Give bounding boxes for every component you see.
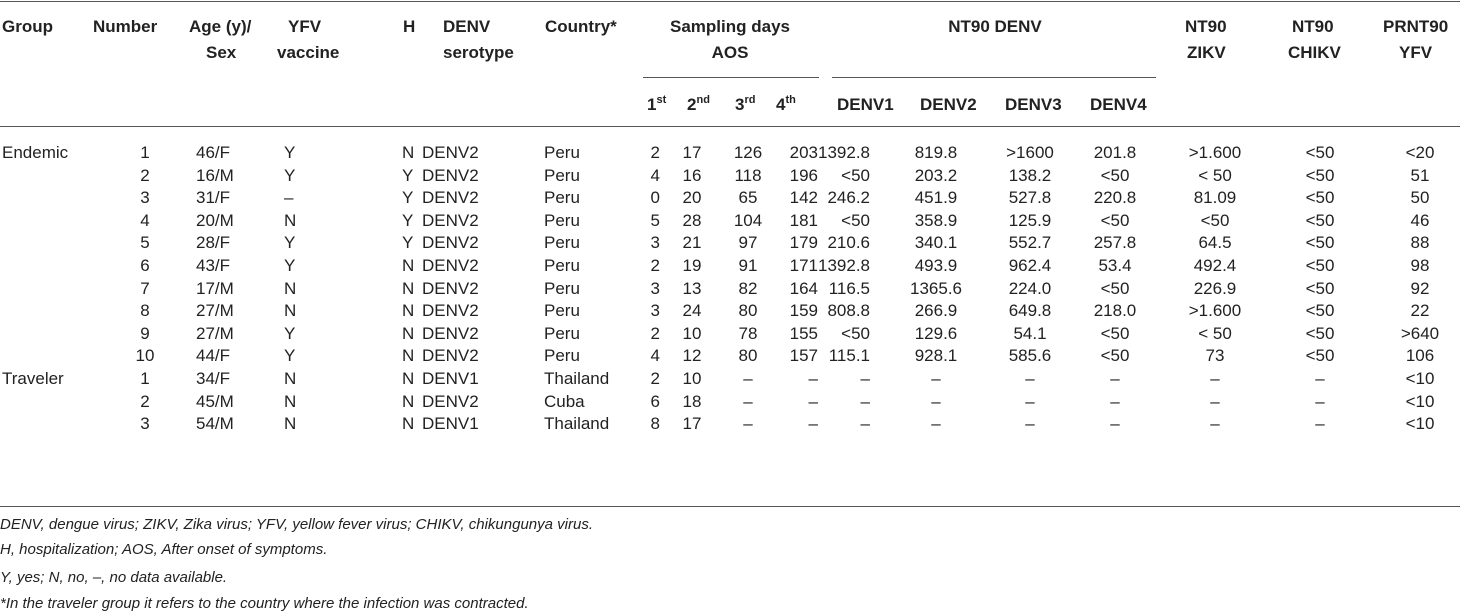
cell-day3: 82	[738, 278, 758, 298]
cell-day3: –	[743, 369, 753, 388]
header-group: Group	[2, 17, 53, 36]
header-age-line2: Sex	[206, 43, 237, 62]
cell-yfv: Y	[284, 323, 296, 343]
cell-day3: –	[743, 414, 753, 434]
cell-yfv: Y	[284, 165, 296, 185]
cell-h: N	[402, 143, 415, 162]
cell-zikv: –	[1210, 369, 1220, 388]
cell-day1: 4	[650, 165, 660, 185]
cell-country: Peru	[544, 233, 580, 253]
cell-serotype: DENV2	[422, 323, 479, 343]
cell-prnt: 106	[1405, 346, 1435, 366]
cell-age-sex: 34/F	[196, 369, 231, 388]
cell-h: N	[402, 256, 415, 275]
cell-denv3: 962.4	[1008, 256, 1052, 275]
cell-day2: 28	[682, 210, 702, 230]
cell-zikv: <50	[1200, 210, 1230, 230]
cell-day1: 8	[650, 414, 660, 434]
header-denv-line1: DENV	[443, 17, 491, 36]
cell-denv1: <50	[841, 165, 870, 185]
cell-age-sex: 46/F	[196, 143, 231, 162]
cell-prnt: 46	[1410, 210, 1430, 230]
header-prnt-line1: PRNT90	[1383, 17, 1449, 36]
cell-number: 10	[135, 346, 155, 366]
cell-serotype: DENV2	[422, 210, 479, 230]
cell-day3: 80	[738, 346, 758, 366]
cell-h: Y	[402, 233, 414, 253]
cell-zikv: –	[1210, 391, 1220, 411]
cell-day1: 4	[650, 346, 660, 366]
cell-prnt: 51	[1410, 165, 1430, 185]
cell-yfv: N	[284, 210, 297, 230]
cell-day3: –	[743, 391, 753, 411]
cell-h: N	[402, 323, 415, 343]
cell-day1: 3	[650, 233, 660, 253]
cell-country: Peru	[544, 165, 580, 185]
cell-serotype: DENV2	[422, 233, 479, 253]
cell-denv2: –	[931, 414, 941, 434]
cell-zikv: < 50	[1198, 323, 1232, 343]
cell-day3: 126	[733, 143, 763, 162]
cell-denv2: 129.6	[914, 323, 958, 343]
cell-age-sex: 28/F	[196, 233, 231, 253]
cell-denv3: 125.9	[1008, 210, 1052, 230]
header-zikv-line2: ZIKV	[1187, 43, 1226, 62]
cell-day2: 10	[682, 369, 702, 388]
cell-denv4: <50	[1100, 165, 1130, 185]
cell-denv1: 246.2	[827, 188, 870, 208]
cell-day3: 118	[734, 165, 762, 185]
cell-country: Peru	[544, 210, 580, 230]
header-h: H	[403, 17, 416, 36]
cell-denv3: 552.7	[1008, 233, 1052, 253]
cell-chikv: <50	[1305, 301, 1335, 321]
cell-country: Thailand	[544, 369, 610, 388]
cell-chikv: <50	[1305, 346, 1335, 366]
cell-denv2: 203.2	[914, 165, 958, 185]
cell-age-sex: 27/M	[196, 323, 234, 343]
cell-denv4: <50	[1100, 346, 1130, 366]
cell-group: Endemic	[2, 143, 69, 162]
cell-denv2: 358.9	[914, 210, 958, 230]
cell-prnt: 22	[1410, 301, 1430, 321]
cell-day4: 159	[789, 301, 818, 321]
header-sampling-line2: AOS	[711, 43, 749, 62]
cell-prnt: <20	[1405, 143, 1435, 162]
cell-number: 6	[140, 256, 150, 275]
sampling-subrule	[643, 77, 819, 78]
cell-denv1: 1392.8	[818, 143, 870, 162]
header-denv3: DENV3	[1005, 95, 1062, 114]
header-nt90-denv: NT90 DENV	[948, 17, 1042, 36]
cell-day4: 171	[789, 256, 818, 275]
cell-yfv: N	[284, 301, 297, 321]
cell-day4: 179	[789, 233, 818, 253]
cell-day3: 97	[738, 233, 758, 253]
cell-day2: 13	[682, 278, 702, 298]
footnote-abbrev-yn: Y, yes; N, no, –, no data available.	[0, 569, 228, 586]
cell-denv4: 220.8	[1093, 188, 1137, 208]
cell-denv2: 819.8	[914, 143, 958, 162]
cell-day4: –	[808, 391, 818, 411]
cell-denv3: 224.0	[1008, 278, 1052, 298]
cell-serotype: DENV2	[422, 143, 479, 162]
cell-day4: 181	[789, 210, 818, 230]
cell-zikv: >1.600	[1188, 143, 1242, 162]
cell-chikv: –	[1315, 391, 1325, 411]
cell-denv2: 1365.6	[910, 278, 962, 298]
header-prnt-line2: YFV	[1399, 43, 1433, 62]
header-denv-line2: serotype	[443, 43, 514, 62]
cell-age-sex: 16/M	[196, 165, 234, 185]
cell-chikv: –	[1315, 369, 1325, 388]
cell-country: Peru	[544, 143, 580, 162]
cell-country: Cuba	[544, 391, 585, 411]
cell-zikv: 64.5	[1198, 233, 1232, 253]
cell-serotype: DENV1	[422, 369, 479, 388]
cell-age-sex: 27/M	[196, 301, 234, 321]
cell-chikv: <50	[1305, 210, 1335, 230]
cell-country: Peru	[544, 188, 580, 208]
cell-prnt: 98	[1410, 256, 1430, 275]
cell-h: Y	[402, 165, 414, 185]
cell-denv3: 527.8	[1008, 188, 1052, 208]
cell-day2: 17	[682, 414, 702, 434]
cell-h: N	[402, 369, 415, 388]
footnote-abbrev-h-aos: H, hospitalization; AOS, After onset of symptoms.	[0, 541, 328, 558]
cell-serotype: DENV1	[422, 414, 479, 434]
header-day-4: 4th	[776, 94, 796, 114]
cell-chikv: <50	[1305, 165, 1335, 185]
cell-day4: 203	[789, 143, 818, 162]
cell-age-sex: 44/F	[196, 346, 231, 366]
cell-country: Peru	[544, 323, 580, 343]
cell-day4: 155	[789, 323, 818, 343]
cell-day2: 21	[682, 233, 702, 253]
cell-chikv: <50	[1305, 278, 1335, 298]
header-chikv-line1: NT90	[1292, 17, 1334, 36]
header-number: Number	[93, 17, 158, 36]
cell-day2: 16	[682, 165, 702, 185]
cell-day1: 3	[650, 301, 660, 321]
cell-denv3: 54.1	[1013, 323, 1047, 343]
cell-denv2: 493.9	[914, 256, 958, 275]
cell-denv4: <50	[1100, 323, 1130, 343]
cell-day4: 142	[789, 188, 818, 208]
header-day-3: 3rd	[735, 94, 756, 114]
cell-denv2: 451.9	[914, 188, 958, 208]
cell-yfv: N	[284, 369, 297, 388]
cell-day2: 17	[682, 143, 702, 162]
header-yfv-line1: YFV	[288, 17, 322, 36]
cell-denv3: –	[1025, 391, 1035, 411]
cell-day3: 65	[738, 188, 758, 208]
cell-yfv: Y	[284, 256, 296, 275]
cell-serotype: DENV2	[422, 301, 479, 321]
cell-yfv: –	[284, 188, 294, 208]
cell-day4: 157	[789, 346, 818, 366]
cell-denv1: –	[860, 369, 870, 388]
cell-denv1: 210.6	[827, 233, 870, 253]
cell-serotype: DENV2	[422, 256, 479, 275]
cell-denv4: <50	[1100, 278, 1130, 298]
cell-day1: 2	[650, 143, 660, 162]
cell-day3: 78	[738, 323, 758, 343]
cell-number: 5	[140, 233, 150, 253]
cell-chikv: –	[1315, 414, 1325, 434]
cell-denv4: 53.4	[1098, 256, 1132, 275]
cell-h: N	[402, 346, 415, 366]
cell-h: N	[402, 278, 415, 298]
cell-age-sex: 45/M	[196, 391, 234, 411]
cell-yfv: Y	[284, 143, 296, 162]
cell-day1: 2	[650, 256, 660, 275]
cell-h: N	[402, 414, 415, 434]
cell-day4: 196	[789, 165, 818, 185]
cell-day3: 80	[738, 301, 758, 321]
cell-day1: 3	[650, 278, 660, 298]
cell-denv4: –	[1110, 414, 1120, 434]
cell-zikv: >1.600	[1188, 301, 1242, 321]
cell-h: Y	[402, 210, 414, 230]
cell-denv2: 340.1	[914, 233, 958, 253]
cell-number: 8	[140, 301, 150, 321]
cell-chikv: <50	[1305, 323, 1335, 343]
cell-age-sex: 54/M	[196, 414, 234, 434]
cell-day3: 91	[738, 256, 758, 275]
cell-chikv: <50	[1305, 188, 1335, 208]
header-age-line1: Age (y)/	[189, 17, 252, 36]
cell-number: 7	[140, 278, 150, 298]
cell-denv1: 808.8	[827, 301, 870, 321]
cell-day1: 0	[650, 188, 660, 208]
cell-denv1: 116.5	[828, 278, 870, 298]
cell-denv1: 115.1	[828, 346, 870, 366]
cell-denv2: 928.1	[914, 346, 958, 366]
cell-denv4: –	[1110, 391, 1120, 411]
header-denv2: DENV2	[920, 95, 977, 114]
cell-zikv: < 50	[1198, 165, 1232, 185]
cell-yfv: Y	[284, 233, 296, 253]
cell-number: 3	[140, 414, 150, 434]
cell-country: Peru	[544, 256, 580, 275]
cell-denv3: 138.2	[1008, 165, 1052, 185]
cell-denv3: >1600	[1006, 143, 1054, 162]
cell-chikv: <50	[1305, 256, 1335, 275]
cell-denv2: –	[931, 369, 941, 388]
cell-day2: 12	[682, 346, 702, 366]
cell-denv3: 585.6	[1008, 346, 1052, 366]
cell-serotype: DENV2	[422, 391, 479, 411]
cell-yfv: Y	[284, 346, 296, 366]
cell-prnt: 50	[1410, 188, 1430, 208]
cell-serotype: DENV2	[422, 188, 479, 208]
cell-zikv: 73	[1205, 346, 1225, 366]
cell-denv1: <50	[841, 210, 870, 230]
cell-denv2: 266.9	[914, 301, 958, 321]
cell-day1: 2	[650, 323, 660, 343]
cell-country: Peru	[544, 346, 580, 366]
cell-denv3: –	[1025, 414, 1035, 434]
cell-serotype: DENV2	[422, 346, 479, 366]
cell-denv4: 257.8	[1093, 233, 1137, 253]
cell-zikv: 226.9	[1193, 278, 1237, 298]
cell-age-sex: 20/M	[196, 210, 234, 230]
cell-day2: 19	[682, 256, 702, 275]
cell-denv3: –	[1025, 369, 1035, 388]
header-chikv-line2: CHIKV	[1288, 43, 1341, 62]
cell-prnt: <10	[1405, 391, 1435, 411]
cell-number: 2	[140, 165, 150, 185]
cell-h: Y	[402, 188, 414, 208]
cell-day3: 104	[733, 210, 763, 230]
cell-number: 1	[140, 143, 150, 162]
header-day-1: 1st	[647, 94, 667, 114]
header-sampling-line1: Sampling days	[670, 17, 790, 36]
cell-age-sex: 43/F	[196, 256, 231, 275]
header-zikv-line1: NT90	[1185, 17, 1227, 36]
cell-serotype: DENV2	[422, 165, 479, 185]
cell-zikv: –	[1210, 414, 1220, 434]
cell-number: 9	[140, 323, 150, 343]
cell-number: 1	[140, 369, 150, 388]
cell-day1: 5	[650, 210, 660, 230]
cell-prnt: 92	[1410, 278, 1430, 298]
cell-day4: –	[808, 369, 818, 388]
cell-country: Thailand	[544, 414, 610, 434]
cell-group: Traveler	[2, 369, 64, 388]
header-day-2: 2nd	[687, 94, 710, 114]
cell-number: 2	[140, 391, 150, 411]
header-country: Country*	[545, 17, 617, 36]
cell-yfv: N	[284, 278, 297, 298]
cell-prnt: 88	[1410, 233, 1430, 253]
table-bottom-rule	[0, 506, 1460, 507]
cell-yfv: N	[284, 414, 297, 434]
cell-prnt: <10	[1405, 369, 1435, 388]
cell-h: N	[402, 301, 415, 321]
cell-day2: 10	[682, 323, 702, 343]
cell-denv1: 1392.8	[818, 256, 870, 275]
cell-prnt: <10	[1405, 414, 1435, 434]
cell-h: N	[402, 391, 415, 411]
cell-country: Peru	[544, 301, 580, 321]
cell-chikv: <50	[1305, 233, 1335, 253]
header-denv1: DENV1	[837, 95, 894, 114]
cell-day4: 164	[789, 278, 818, 298]
header-yfv-line2: vaccine	[277, 43, 340, 62]
cell-number: 4	[140, 210, 150, 230]
header-denv4: DENV4	[1090, 95, 1147, 114]
cell-prnt: >640	[1400, 323, 1440, 343]
cell-denv3: 649.8	[1008, 301, 1052, 321]
cell-denv4: –	[1110, 369, 1120, 388]
cell-denv4: <50	[1100, 210, 1130, 230]
cell-day2: 18	[682, 391, 702, 411]
cell-serotype: DENV2	[422, 278, 479, 298]
cell-denv1: –	[860, 414, 870, 434]
cell-age-sex: 31/F	[196, 188, 231, 208]
cell-day4: –	[808, 414, 818, 434]
header-bottom-rule	[0, 126, 1460, 127]
cell-day2: 20	[682, 188, 702, 208]
cell-denv4: 201.8	[1093, 143, 1137, 162]
cell-number: 3	[140, 188, 150, 208]
cell-denv2: –	[931, 391, 941, 411]
cell-day2: 24	[682, 301, 702, 321]
cell-age-sex: 17/M	[196, 278, 234, 298]
cell-zikv: 81.09	[1193, 188, 1237, 208]
cell-chikv: <50	[1305, 143, 1335, 162]
cell-denv4: 218.0	[1093, 301, 1137, 321]
cell-denv1: –	[860, 391, 870, 411]
cell-day1: 2	[650, 369, 660, 388]
cell-yfv: N	[284, 391, 297, 411]
cell-day1: 6	[650, 391, 660, 411]
footnote-abbrev-viruses: DENV, dengue virus; ZIKV, Zika virus; YFV, yellow fever virus; CHIKV, chikungunya virus.	[0, 516, 593, 533]
cell-zikv: 492.4	[1193, 256, 1237, 275]
cell-denv1: <50	[841, 323, 870, 343]
nt90-denv-subrule	[832, 77, 1156, 78]
table-top-rule	[0, 1, 1460, 2]
footnote-country: *In the traveler group it refers to the country where the infection was contracted.	[0, 595, 529, 612]
cell-country: Peru	[544, 278, 580, 298]
